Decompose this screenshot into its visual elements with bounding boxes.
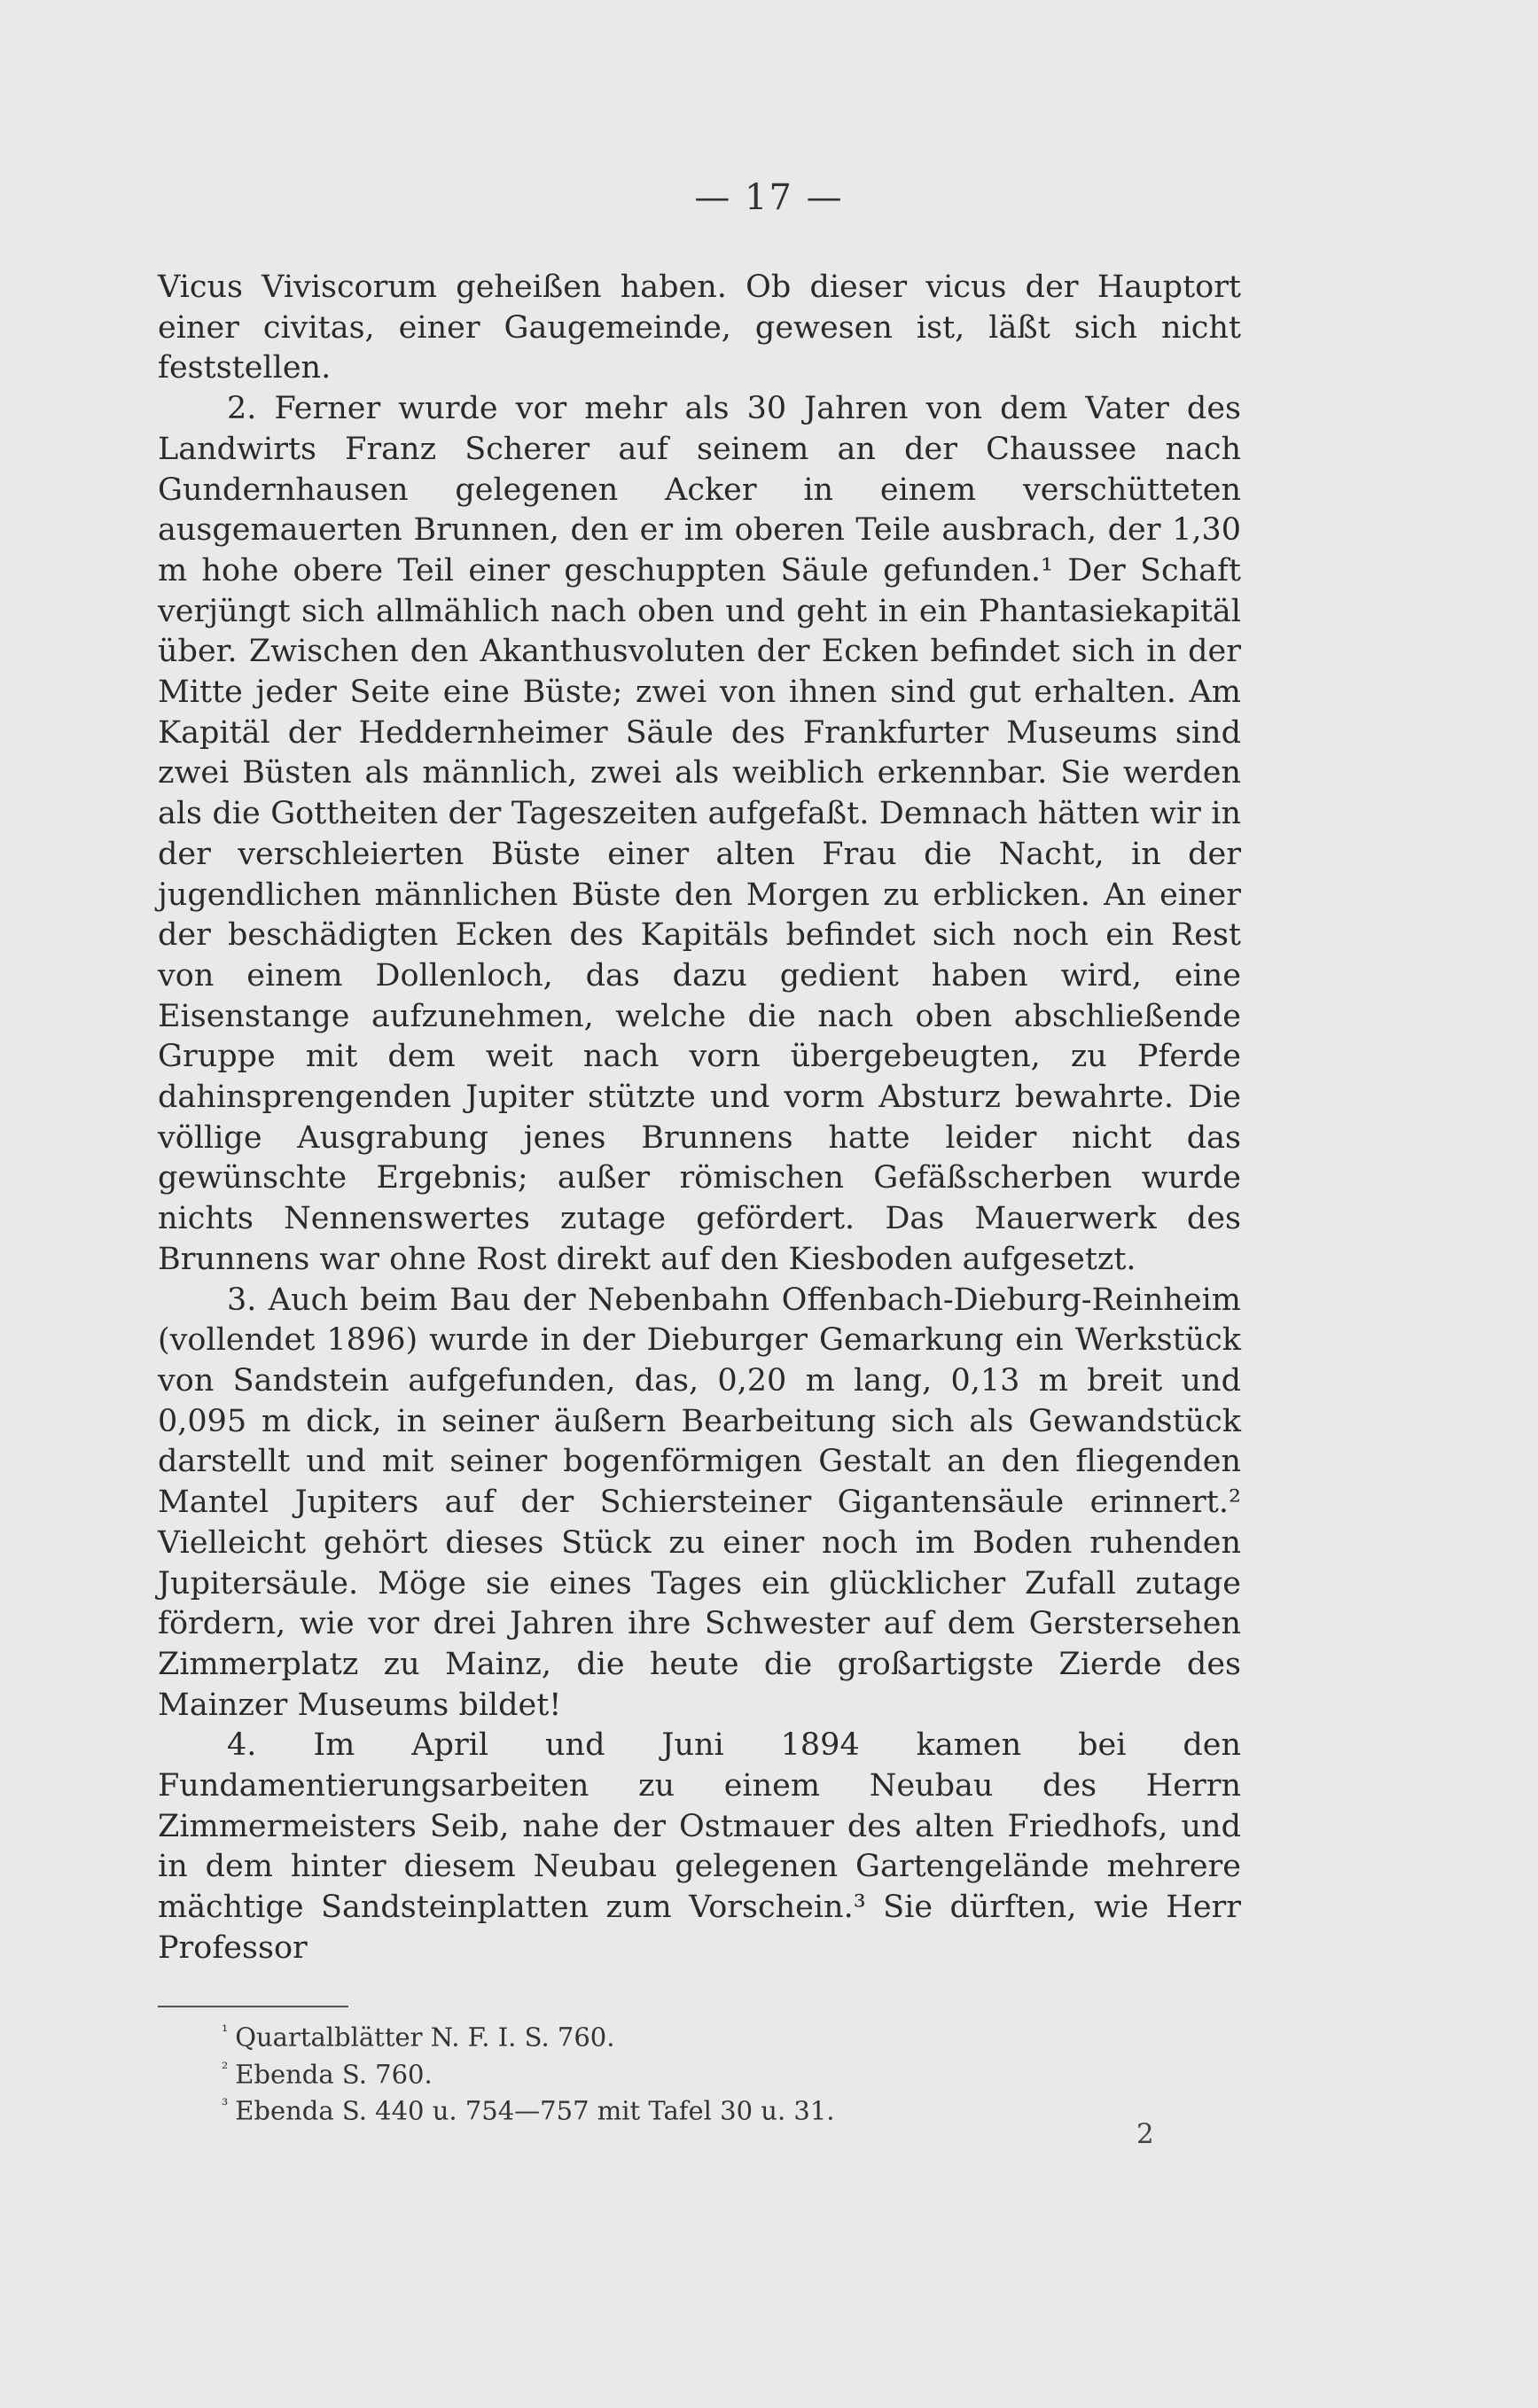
footnote-text: Ebenda S. 760. — [235, 2059, 433, 2090]
paragraph-4: 4. Im April und Juni 1894 kamen bei den Fundamentierungsarbeiten zu einem Neubau des Herrn Zimmermeisters Seib, nahe der Ostmauer des alten Friedhofs, und in dem hinter diesem Neubau gelegenen Gartengelände mehrere mächtige Sandsteinplatten zum Vorschein.³ Sie dürften, wie Herr Professor — [158, 1727, 1241, 1966]
footnote-text: Ebenda S. 440 u. 754—757 mit Tafel 30 u. 31. — [235, 2095, 835, 2126]
footnotes — [222, 2016, 1197, 2127]
signature-mark: 2 — [1136, 2118, 1154, 2150]
footnote-text: Quartalblätter N. F. I. S. 760. — [235, 2022, 615, 2053]
footnote-mark: ³ — [222, 2096, 229, 2116]
footnote-1 — [222, 2016, 1197, 2053]
paragraph-3: 3. Auch beim Bau der Nebenbahn Offenbach-Dieburg-Reinheim (vollendet 1896) wurde in der Dieburger Gemarkung ein Werkstück von Sandstein aufgefunden, das, 0,20 m lang, 0,13 m breit und 0,095 m dick, in seiner äußern Bearbeitung sich als Gewandstück darstellt und mit seiner bogenförmigen Gestalt an den fliegenden Mantel Jupiters auf der Schiersteiner Gigantensäule erinnert.² Vielleicht gehört dieses Stück zu einer noch im Boden ruhenden Jupitersäule. Möge sie eines Tages ein glücklicher Zufall zutage fördern, wie vor drei Jahren ihre Schwester auf dem Gerstersehen Zimmerplatz zu Mainz, die heute die großartigste Zierde des Mainzer Museums bildet! — [158, 1282, 1241, 1723]
footnote-3 — [222, 2090, 1197, 2127]
paragraph-2: 2. Ferner wurde vor mehr als 30 Jahren von dem Vater des Landwirts Franz Scherer auf seinem an der Chaussee nach Gundernhausen gelegenen Acker in einem verschütteten ausgemauerten Brunnen, den er im oberen Teile ausbrach, der 1,30 m hohe obere Teil einer geschuppten Säule gefunden.¹ Der Schaft verjüngt sich allmählich nach oben und geht in ein Phantasiekapitäl über. Zwischen den Akanthusvoluten der Ecken befindet sich in der Mitte jeder Seite eine Büste; zwei von ihnen sind gut erhalten. Am Kapitäl der Heddernheimer Säule des Frankfurter Museums sind zwei Büsten als männlich, zwei als weiblich erkennbar. Sie werden als die Gottheiten der Tageszeiten aufgefaßt. Demnach hätten wir in der verschleierten Büste einer alten Frau die Nacht, in der jugendlichen männlichen Büste den Morgen zu erblicken. An einer der beschädigten Ecken des Kapitäls befindet sich noch ein Rest von einem Dollenloch, das dazu gedient haben wird, eine Eisenstange aufzunehmen, welche die nach oben abschließende Gruppe mit dem weit nach vorn übergebeugten, zu Pferde dahinsprengenden Jupiter stützte und vorm Absturz bewahrte. Die völlige Ausgrabung jenes Brunnens hatte leider nicht das gewünschte Ergebnis; außer römischen Gefäßscherben wurde nichts Nennenswertes zutage gefördert. Das Mauerwerk des Brunnens war ohne Rost direkt auf den Kiesboden aufgesetzt. — [158, 391, 1241, 1277]
page-number-header: — 17 — — [694, 177, 844, 218]
paragraph-1: Vicus Viviscorum geheißen haben. Ob dieser vicus der Hauptort einer civitas, einer Gaugemeinde, gewesen ist, läßt sich nicht feststellen. — [158, 269, 1241, 386]
footnote-mark: ¹ — [222, 2022, 229, 2041]
footnote-mark: ² — [222, 2059, 229, 2078]
footnote-2 — [222, 2053, 1197, 2091]
footnote-divider — [158, 2006, 348, 2007]
main-text — [158, 268, 1241, 1969]
